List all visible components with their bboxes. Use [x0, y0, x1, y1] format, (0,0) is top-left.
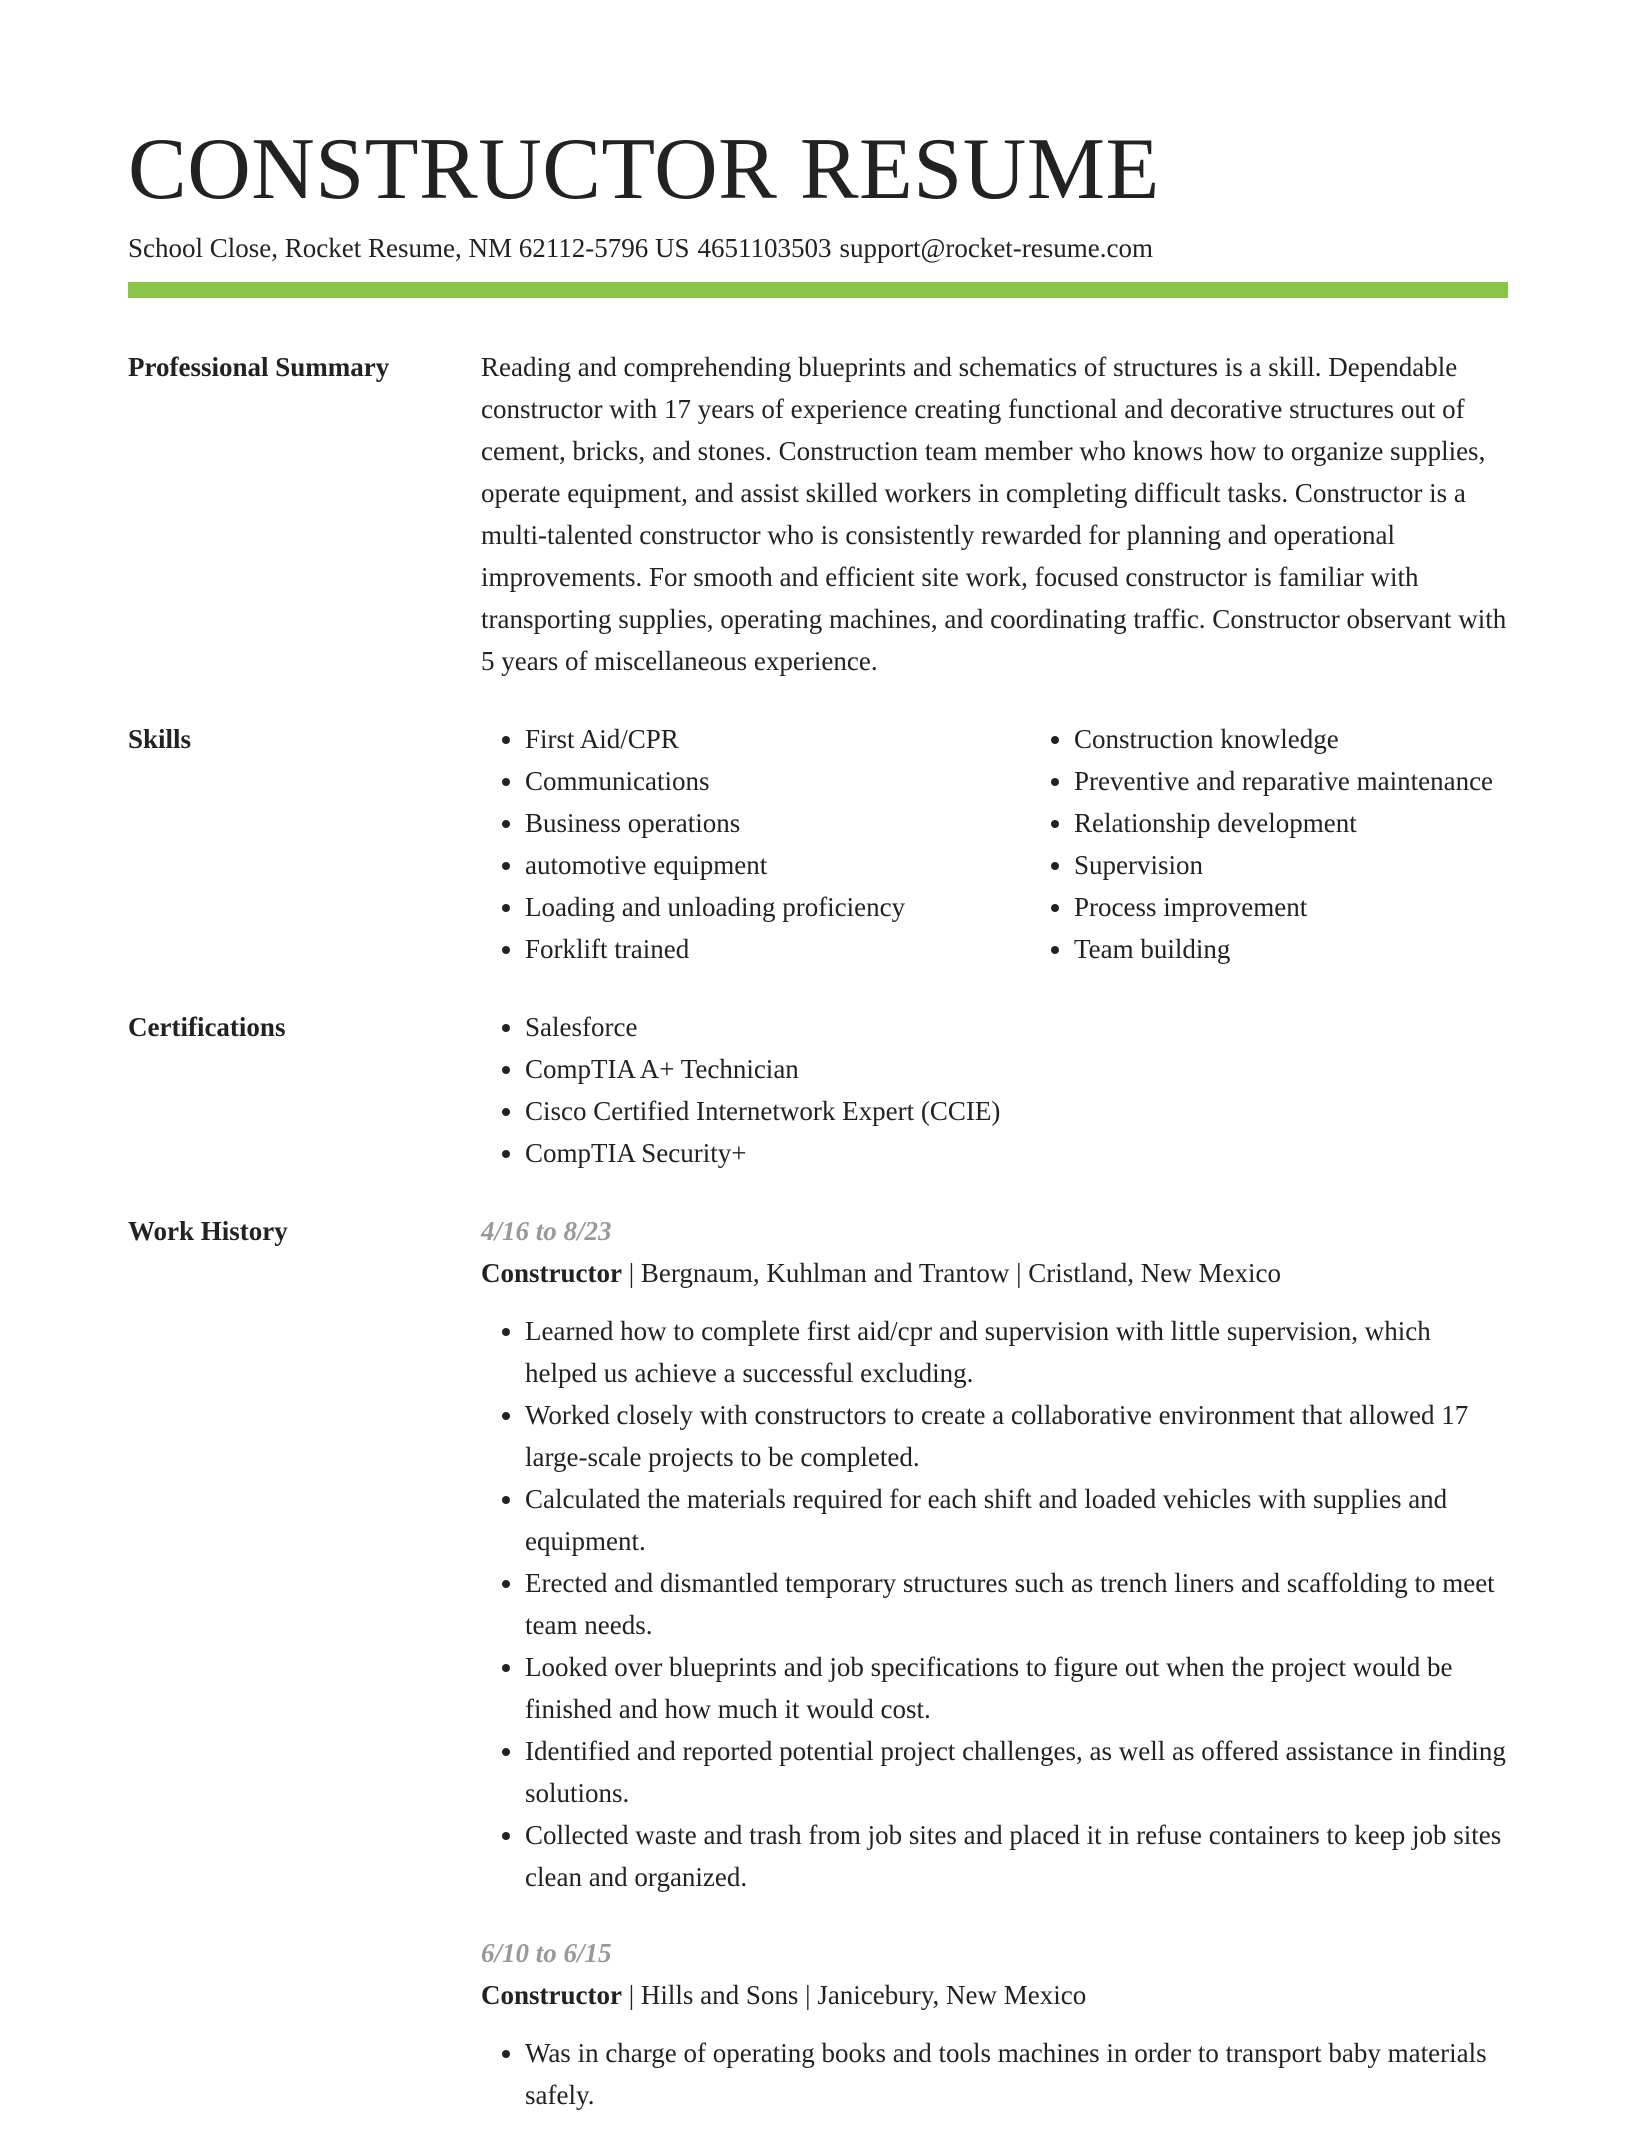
certifications-list	[481, 1006, 1508, 1174]
job-entry	[481, 1210, 1508, 1898]
skill-item: • Forklift trained	[525, 928, 1030, 970]
job-bullet: • Worked closely with constructors to create a collaborative environment that allowed 17 large-scale projects to be completed.	[525, 1394, 1508, 1478]
job-employer-location: | Bergnaum, Kuhlman and Trantow | Cristland, New Mexico	[621, 1258, 1281, 1288]
job-title-line	[481, 1974, 1508, 2016]
skill-item: • Supervision	[1074, 844, 1493, 886]
skill-item: • Process improvement	[1074, 886, 1493, 928]
certification-item: • Cisco Certified Internetwork Expert (CCIE)	[525, 1090, 1508, 1132]
header-divider	[128, 282, 1508, 298]
job-bullet: • Collected waste and trash from job sites and placed it in refuse containers to keep job sites clean and organized.	[525, 1814, 1508, 1898]
work-history-section	[128, 1210, 1508, 2150]
contact-line	[128, 230, 1508, 266]
skill-item: • Team building	[1074, 928, 1493, 970]
certification-item: • Salesforce	[525, 1006, 1508, 1048]
job-bullets	[481, 2032, 1508, 2116]
skills-section	[128, 718, 1508, 970]
job-employer-location: | Hills and Sons | Janicebury, New Mexico	[621, 1980, 1087, 2010]
skill-item: • Relationship development	[1074, 802, 1493, 844]
certifications-body	[481, 1006, 1508, 1174]
skills-columns	[481, 718, 1508, 970]
job-entry	[481, 1932, 1508, 2116]
job-bullets	[481, 1310, 1508, 1898]
job-dates: 6/10 to 6/15	[481, 1938, 612, 1968]
skills-heading: Skills	[128, 724, 192, 754]
skills-list-left	[481, 718, 1030, 970]
summary-text: Reading and comprehending blueprints and schematics of structures is a skill. Dependable constructor with 17 years of experience creating functional and decorative structures out of cement, bricks, and stones. Construction team member who knows how to organize supplies, operate equipment, and assist skilled workers in completing difficult tasks. Constructor is a multi-talented constructor who is consistently rewarded for planning and operational improvements. For smooth and efficient site work, focused constructor is familiar with transporting supplies, operating machines, and coordinating traffic. Constructor observant with 5 years of miscellaneous experience.	[481, 352, 1507, 676]
job-bullet: • Identified and reported potential project challenges, as well as offered assistance in finding solutions.	[525, 1730, 1508, 1814]
work-history-heading: Work History	[128, 1216, 288, 1246]
skill-item: • Communications	[525, 760, 1030, 802]
job-bullet: • Was in charge of operating books and tools machines in order to transport baby materials safely.	[525, 2032, 1508, 2116]
skill-item: • automotive equipment	[525, 844, 1030, 886]
resume-name: CONSTRUCTOR RESUME	[128, 121, 1160, 218]
job-bullet: • Calculated the materials required for each shift and loaded vehicles with supplies and equipment.	[525, 1478, 1508, 1562]
job-bullet: • Erected and dismantled temporary structures such as trench liners and scaffolding to meet team needs.	[525, 1562, 1508, 1646]
certifications-section	[128, 1006, 1508, 1174]
skill-item: • First Aid/CPR	[525, 718, 1030, 760]
job-bullet: • Learned how to complete first aid/cpr and supervision with little supervision, which helped us achieve a successful excluding.	[525, 1310, 1508, 1394]
certification-item: • CompTIA A+ Technician	[525, 1048, 1508, 1090]
job-bullet: • Looked over blueprints and job specifications to figure out when the project would be finished and how much it would cost.	[525, 1646, 1508, 1730]
skill-item: • Construction knowledge	[1074, 718, 1493, 760]
job-title: Constructor	[481, 1980, 622, 2010]
summary-heading: Professional Summary	[128, 352, 390, 382]
job-dates: 4/16 to 8/23	[481, 1216, 612, 1246]
work-history-body	[481, 1210, 1508, 2150]
contact-email[interactable]: support@rocket-resume.com	[839, 233, 1154, 263]
contact-phone: 4651103503	[697, 233, 832, 263]
skills-list-right	[1030, 718, 1493, 970]
skill-item: • Business operations	[525, 802, 1030, 844]
certification-item: • CompTIA Security+	[525, 1132, 1508, 1174]
resume-page	[128, 120, 1508, 2150]
skill-item: • Loading and unloading proficiency	[525, 886, 1030, 928]
job-title-line	[481, 1252, 1508, 1294]
summary-section	[128, 346, 1508, 682]
job-title: Constructor	[481, 1258, 622, 1288]
certifications-heading: Certifications	[128, 1012, 286, 1042]
skill-item: • Preventive and reparative maintenance	[1074, 760, 1493, 802]
contact-address: School Close, Rocket Resume, NM 62112-5796 US	[128, 233, 690, 263]
